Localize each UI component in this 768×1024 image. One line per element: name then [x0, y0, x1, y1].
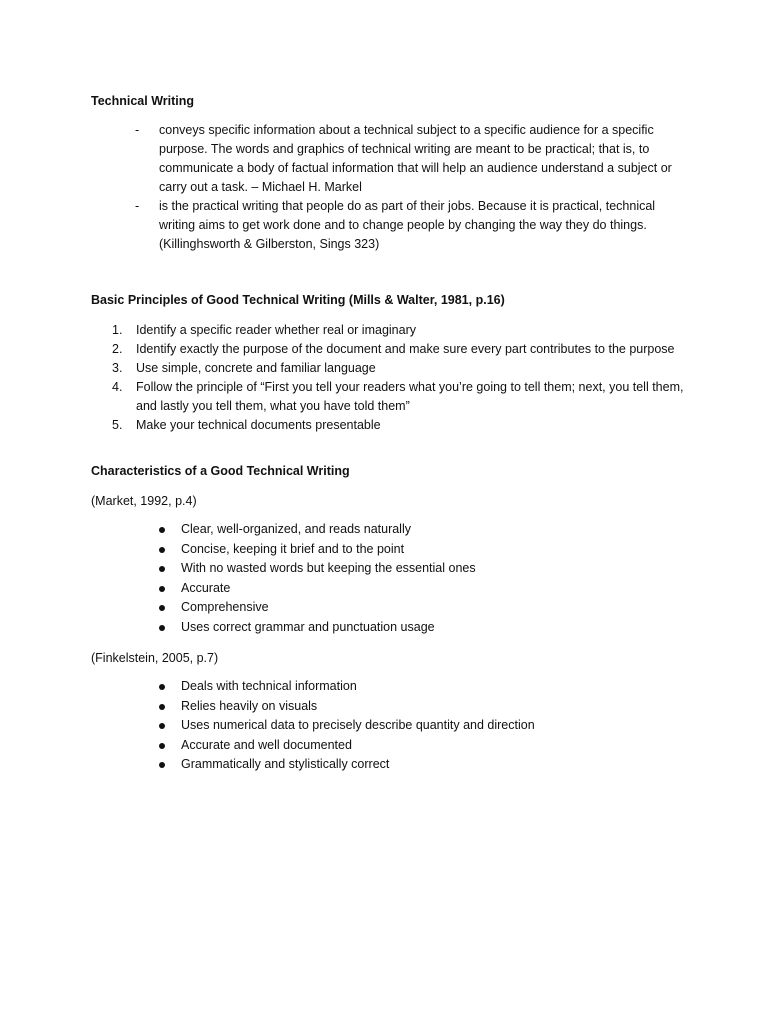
characteristic-text: Uses numerical data to precisely describe quantity and direction — [181, 718, 535, 733]
characteristic-item — [158, 579, 658, 599]
bullet-icon — [159, 566, 165, 572]
citation-finkelstein: (Finkelstein, 2005, p.7) — [91, 651, 219, 665]
characteristic-text: Uses correct grammar and punctuation usage — [181, 619, 435, 634]
principles-list — [112, 321, 687, 435]
characteristic-item — [158, 618, 658, 638]
principle-text: Identify exactly the purpose of the document and make sure every part contributes to the purpose — [136, 342, 675, 356]
characteristic-item — [158, 697, 658, 717]
bullet-icon — [159, 605, 165, 611]
number-marker: 4. — [112, 380, 123, 394]
characteristic-text: Accurate and well documented — [181, 737, 352, 752]
principle-item — [112, 416, 687, 435]
principle-item — [112, 321, 687, 340]
characteristic-item — [158, 559, 658, 579]
principle-text: Use simple, concrete and familiar language — [136, 361, 376, 375]
characteristic-text: Grammatically and stylistically correct — [181, 757, 390, 772]
principle-item — [112, 359, 687, 378]
bullet-icon — [159, 762, 165, 768]
number-marker: 1. — [112, 323, 123, 337]
number-marker: 5. — [112, 418, 123, 432]
definition-text: conveys specific information about a technical subject to a specific audience for a specific purpose. The words and graphics of technical writing are meant to be practical; that is, to communicate a body of factual information that will help an audience understand a subject or carry out a task. – Michael H. Markel — [159, 123, 672, 194]
characteristic-text: With no wasted words but keeping the essential ones — [181, 561, 476, 576]
characteristic-text: Comprehensive — [181, 600, 269, 615]
principle-text: Identify a specific reader whether real or imaginary — [136, 323, 416, 337]
principle-text: Make your technical documents presentable — [136, 418, 381, 432]
dash-marker: - — [135, 123, 140, 137]
bullet-icon — [159, 704, 165, 710]
characteristic-item — [158, 598, 658, 618]
characteristic-text: Accurate — [181, 580, 231, 595]
characteristic-item — [158, 677, 658, 697]
bullet-icon — [159, 586, 165, 592]
characteristic-item — [158, 755, 658, 775]
characteristic-item — [158, 736, 658, 756]
number-marker: 3. — [112, 361, 123, 375]
characteristics-list-finkelstein — [158, 677, 658, 775]
characteristic-item — [158, 716, 658, 736]
definition-text: is the practical writing that people do as part of their jobs. Because it is practical, technical writing aims to get work done and to change people by changing the way they do things. (Killinghsworth & Gilberston, Sings 323) — [159, 199, 656, 251]
characteristic-text: Deals with technical information — [181, 679, 357, 693]
section-heading-basic-principles: Basic Principles of Good Technical Writing (Mills & Walter, 1981, p.16) — [91, 293, 505, 307]
characteristic-text: Relies heavily on visuals — [181, 698, 318, 713]
bullet-icon — [159, 723, 165, 729]
bullet-icon — [159, 527, 165, 533]
section-heading-characteristics: Characteristics of a Good Technical Writing — [91, 464, 350, 478]
section-heading-technical-writing: Technical Writing — [91, 94, 195, 108]
characteristics-list-market — [158, 520, 658, 638]
definition-item — [135, 121, 685, 197]
characteristic-text: Clear, well-organized, and reads naturally — [181, 522, 411, 536]
bullet-icon — [159, 625, 165, 631]
dash-marker: - — [135, 199, 140, 213]
principle-item — [112, 378, 687, 416]
bullet-icon — [159, 743, 165, 749]
principle-text: Follow the principle of “First you tell your readers what you’re going to tell them; next, you tell them, and lastly you tell them, what you have told them” — [136, 380, 684, 413]
characteristic-item — [158, 540, 658, 560]
number-marker: 2. — [112, 342, 123, 356]
characteristic-text: Concise, keeping it brief and to the point — [181, 541, 405, 556]
bullet-icon — [159, 684, 165, 690]
principle-item — [112, 340, 687, 359]
bullet-icon — [159, 547, 165, 553]
citation-market: (Market, 1992, p.4) — [91, 494, 197, 508]
definition-list — [135, 121, 685, 254]
characteristic-item — [158, 520, 658, 540]
definition-item — [135, 197, 685, 254]
